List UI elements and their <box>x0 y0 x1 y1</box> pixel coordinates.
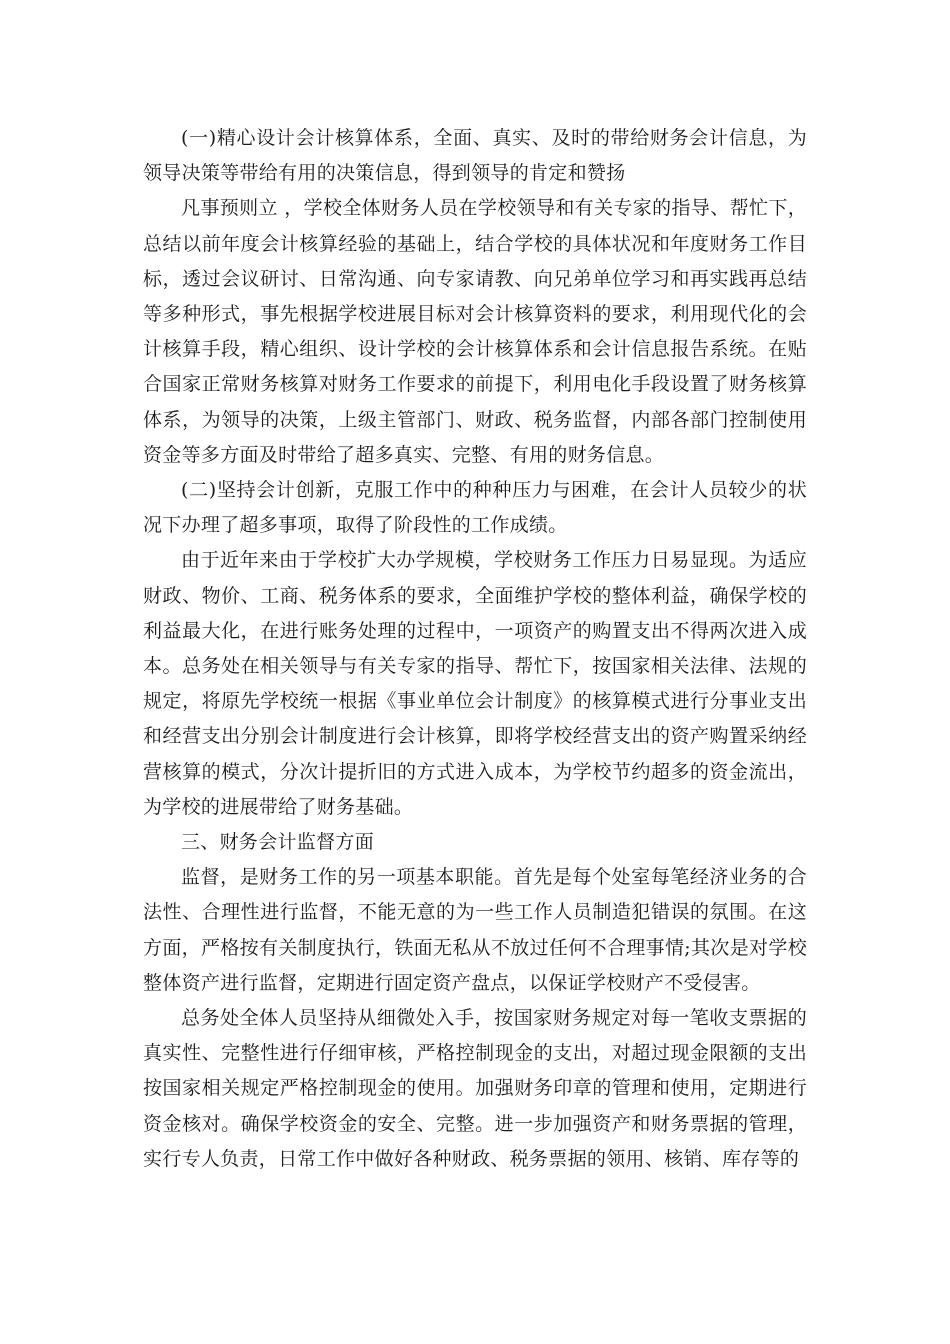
paragraph-section-3-body-2: 总务处全体人员坚持从细微处入手，按国家财务规定对每一笔收支票据的真实性、完整性进行仔细审核，严格控制现金的支出，对超过现金限额的支出按国家相关规定严格控制现金的使用。加强财务印章的管理和使用，定期进行资金核对。确保学校资金的安全、完整。进一步加强资产和财务票据的管理，实行专人负责，日常工作中做好各种财政、税务票据的领用、核销、库存等的 <box>143 1007 807 1170</box>
document-body <box>143 121 807 1177</box>
paragraph-section-3-body-1: 监督，是财务工作的另一项基本职能。首先是每个处室每笔经济业务的合法性、合理性进行监督，不能无意的为一些工作人员制造犯错误的氛围。在这方面，严格按有关制度执行，铁面无私从不放过任何不合理事情;其次是对学校整体资产进行监督，定期进行固定资产盘点，以保证学校财产不受侵害。 <box>143 866 807 994</box>
paragraph-section-1-body: 凡事预则立 ，学校全体财务人员在学校领导和有关专家的指导、帮忙下，总结以前年度会计核算经验的基础上，结合学校的具体状况和年度财务工作目标，透过会议研讨、日常沟通、向专家请教、向兄弟单位学习和再实践再总结等多种形式，事先根据学校进展目标对会计核算资料的要求，利用现代化的会计核算手段，精心组织、设计学校的会计核算体系和会计信息报告系统。在贴合国家正常财务核算对财务工作要求的前提下，利用电化手段设置了财务核算体系，为领导的决策，上级主管部门、财政、税务监督，内部各部门控制使用资金等多方面及时带给了超多真实、完整、有用的财务信息。 <box>143 197 807 466</box>
paragraph-section-3-heading: 三、财务会计监督方面 <box>181 831 375 854</box>
paragraph-section-2-heading: (二)坚持会计创新，克服工作中的种种压力与困难，在会计人员较少的状况下办理了超多事项，取得了阶段性的工作成绩。 <box>143 479 807 537</box>
paragraph-section-1-heading: (一)精心设计会计核算体系，全面、真实、及时的带给财务会计信息，为领导决策等带给有用的决策信息，得到领导的肯定和赞扬 <box>143 127 807 185</box>
paragraph-section-2-body: 由于近年来由于学校扩大办学规模，学校财务工作压力日易显现。为适应财政、物价、工商、税务体系的要求，全面维护学校的整体利益，确保学校的利益最大化，在进行账务处理的过程中，一项资产的购置支出不得两次进入成本。总务处在相关领导与有关专家的指导、帮忙下，按国家相关法律、法规的规定，将原先学校统一根据《事业单位会计制度》的核算模式进行分事业支出和经营支出分别会计制度进行会计核算，即将学校经营支出的资产购置采纳经营核算的模式，分次计提折旧的方式进入成本，为学校节约超多的资金流出，为学校的进展带给了财务基础。 <box>143 549 807 818</box>
